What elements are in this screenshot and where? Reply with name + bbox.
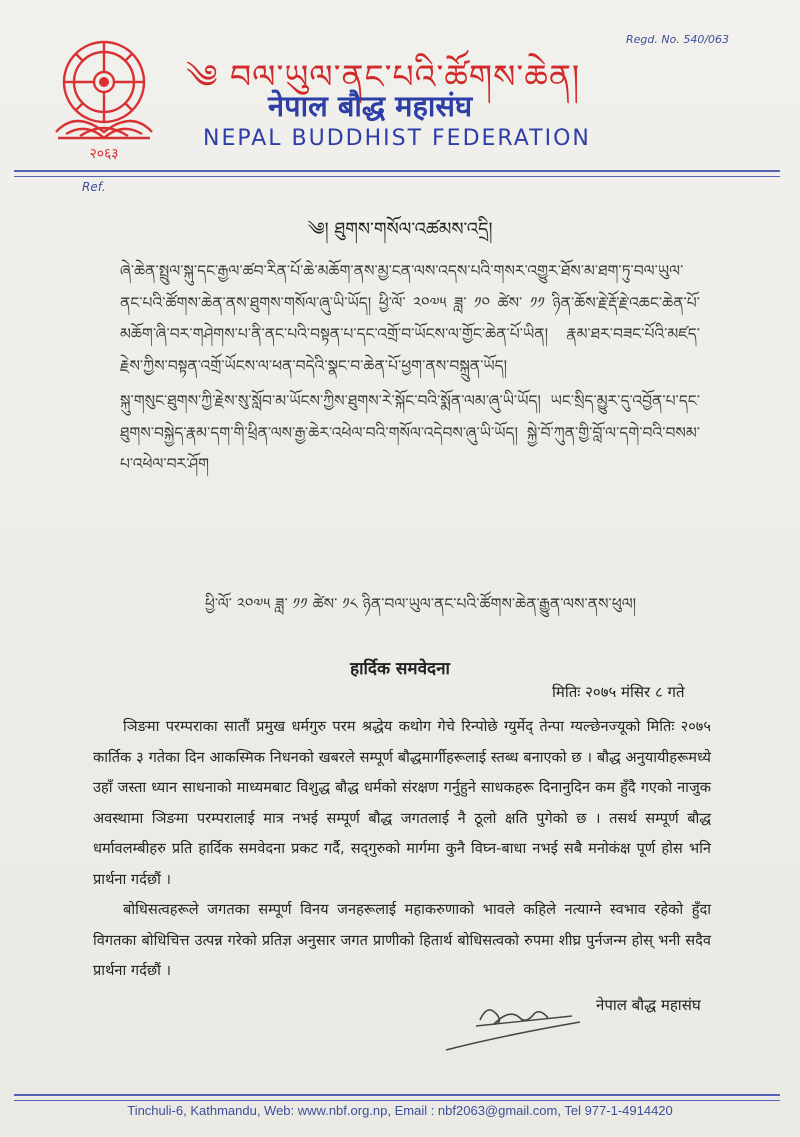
tibetan-org-title: ༄ བལ་ཡུལ་ནང་པའི་ཚོགས་ཆེན། <box>186 57 581 96</box>
header-divider <box>14 170 780 177</box>
tibetan-body <box>120 256 700 485</box>
nepali-body <box>93 712 711 987</box>
nepali-paragraph: बोधिसत्वहरूले जगतका सम्पूर्ण विनय जनहरूलाई महाकरुणाको भावले कहिले नत्याग्ने स्वभाव रहेको हुँदा विगतका बोधिचित्त उत्पन्न गरेको प्रतिज्ञ अनुसार जगत प्राणीको हितार्थ बोधिसत्वको रुपमा शीघ्र पुर्नजन्म होस् भनी सदैव प्रार्थना गर्दछौं । <box>93 901 711 979</box>
handwritten-signature <box>440 994 590 1054</box>
signatory-organization: नेपाल बौद्ध महासंघ <box>596 996 701 1014</box>
tibetan-date-line: ཕྱི་ལོ་ ༢༠༧༥ ཟླ་ ༡༡ ཚེས་ ༡༨ ཉིན་བལ་ཡུལ་ནང་པའི་ཚོགས་ཆེན་རྒྱུན་ལས་ནས་ཕུལ། <box>205 595 637 613</box>
tibetan-paragraph: ཞེ་ཆེན་སྤྲུལ་སྐུ་དང་རྒྱལ་ཚབ་རིན་པོ་ཆེ་མཆོག་ནས་མྱ་ངན་ལས་འདས་པའི་གསར་འགྱུར་ཐོས་མ་ཐག་ཏུ་བལ་ཡུལ་ནང་པའི་ཚོགས་ཆེན་ནས་ཐུགས་གསོལ་ཞུ་ཡི་ཡོད། ཕྱི་ལོ་ ༢༠༧༥ ཟླ་ ༡༠ ཚེས་ ༡༡ ཉིན་ཆོས་རྗེ་རྡོ་རྗེ་འཆང་ཆེན་པོ་མཆོག་ཞི་བར་གཤེགས་པ་ནི་ནང་པའི་བསྟན་པ་དང་འགྲོ་བ་ཡོངས་ལ་གྱོང་ཆེན་པོ་ཡིན། རྣམ་ཐར་བཟང་པོའི་མཛད་རྗེས་ཀྱིས་བསྟན་འགྲོ་ཡོངས་ལ་ཕན་བདེའི་སྣང་བ་ཆེན་པོ་ཕྱག་ནས་བསྐྲུན་ཡོད། <box>120 262 700 375</box>
reference-label: Ref. <box>82 180 106 194</box>
nepali-heading: हार्दिक समवेदना <box>350 659 450 679</box>
nepali-org-title: नेपाल बौद्ध महासंघ <box>268 89 473 123</box>
logo-year: २०६३ <box>89 146 119 162</box>
tibetan-paragraph: སྐུ་གསུང་ཐུགས་ཀྱི་རྗེས་སུ་སློབ་མ་ཡོངས་ཀྱིས་ཐུགས་རེ་སྐོང་བའི་སྨོན་ལམ་ཞུ་ཡི་ཡོད། ཡང་སྲིད་མྱུར་དུ་འབྱོན་པ་དང་ཐུགས་བསྐྱེད་རྣམ་དག་གི་ཕྲིན་ལས་རྒྱ་ཆེར་འཕེལ་བའི་གསོལ་འདེབས་ཞུ་ཡི་ཡོད། སྐྱེ་བོ་ཀུན་གྱི་བློ་ལ་དགེ་བའི་བསམ་པ་འཕེལ་བར་ཤོག <box>120 392 700 473</box>
dharma-wheel-lotus-logo <box>46 34 162 166</box>
footer-divider <box>14 1094 780 1101</box>
footer-contact: Tinchuli-6, Kathmandu, Web: www.nbf.org.np, Email : nbf2063@gmail.com, Tel 977-1-4914420 <box>127 1103 673 1118</box>
english-org-title: NEPAL BUDDHIST FEDERATION <box>203 126 591 151</box>
tibetan-heading: ༄། ཐུགས་གསོལ་འཚམས་འདྲི། <box>307 219 493 240</box>
nepali-paragraph: ञिङमा परम्पराका सातौं प्रमुख धर्मगुरु परम श्रद्धेय कथोग गेचे रिन्पोछे ग्युर्मेद् तेन्पा ग्यल्छेनज्यूको मितिः २०७५ कार्तिक ३ गतेका दिन आकस्मिक निधनको खबरले सम्पूर्ण बौद्धमार्गीहरूलाई स्तब्ध बनाएको छ । बौद्ध अनुयायीहरूमध्ये उहाँ जस्ता ध्यान साधनाको माध्यमबाट विशुद्ध बौद्ध धर्मको संरक्षण गर्नुहुने साधकहरू दिनानुदिन कम हुँदै गएको नाजुक अवस्थामा ञिङमा परम्परालाई मात्र नभई सम्पूर्ण बौद्ध जगतलाई नै ठूलो क्षति पुगेको छ । तसर्थ सम्पूर्ण बौद्ध धर्मावलम्बीहरु प्रति हार्दिक समवेदना प्रकट गर्दै, सद्‌गुरुको मार्गमा कुनै विघ्न-बाधा नभई सबै मनोकंक्ष पूर्ण होस भनि प्रार्थना गर्दछौं । <box>93 718 711 888</box>
nepali-date-line: मितिः २०७५ मंसिर ८ गते <box>552 683 685 701</box>
registration-number: Regd. No. 540/063 <box>626 33 730 46</box>
